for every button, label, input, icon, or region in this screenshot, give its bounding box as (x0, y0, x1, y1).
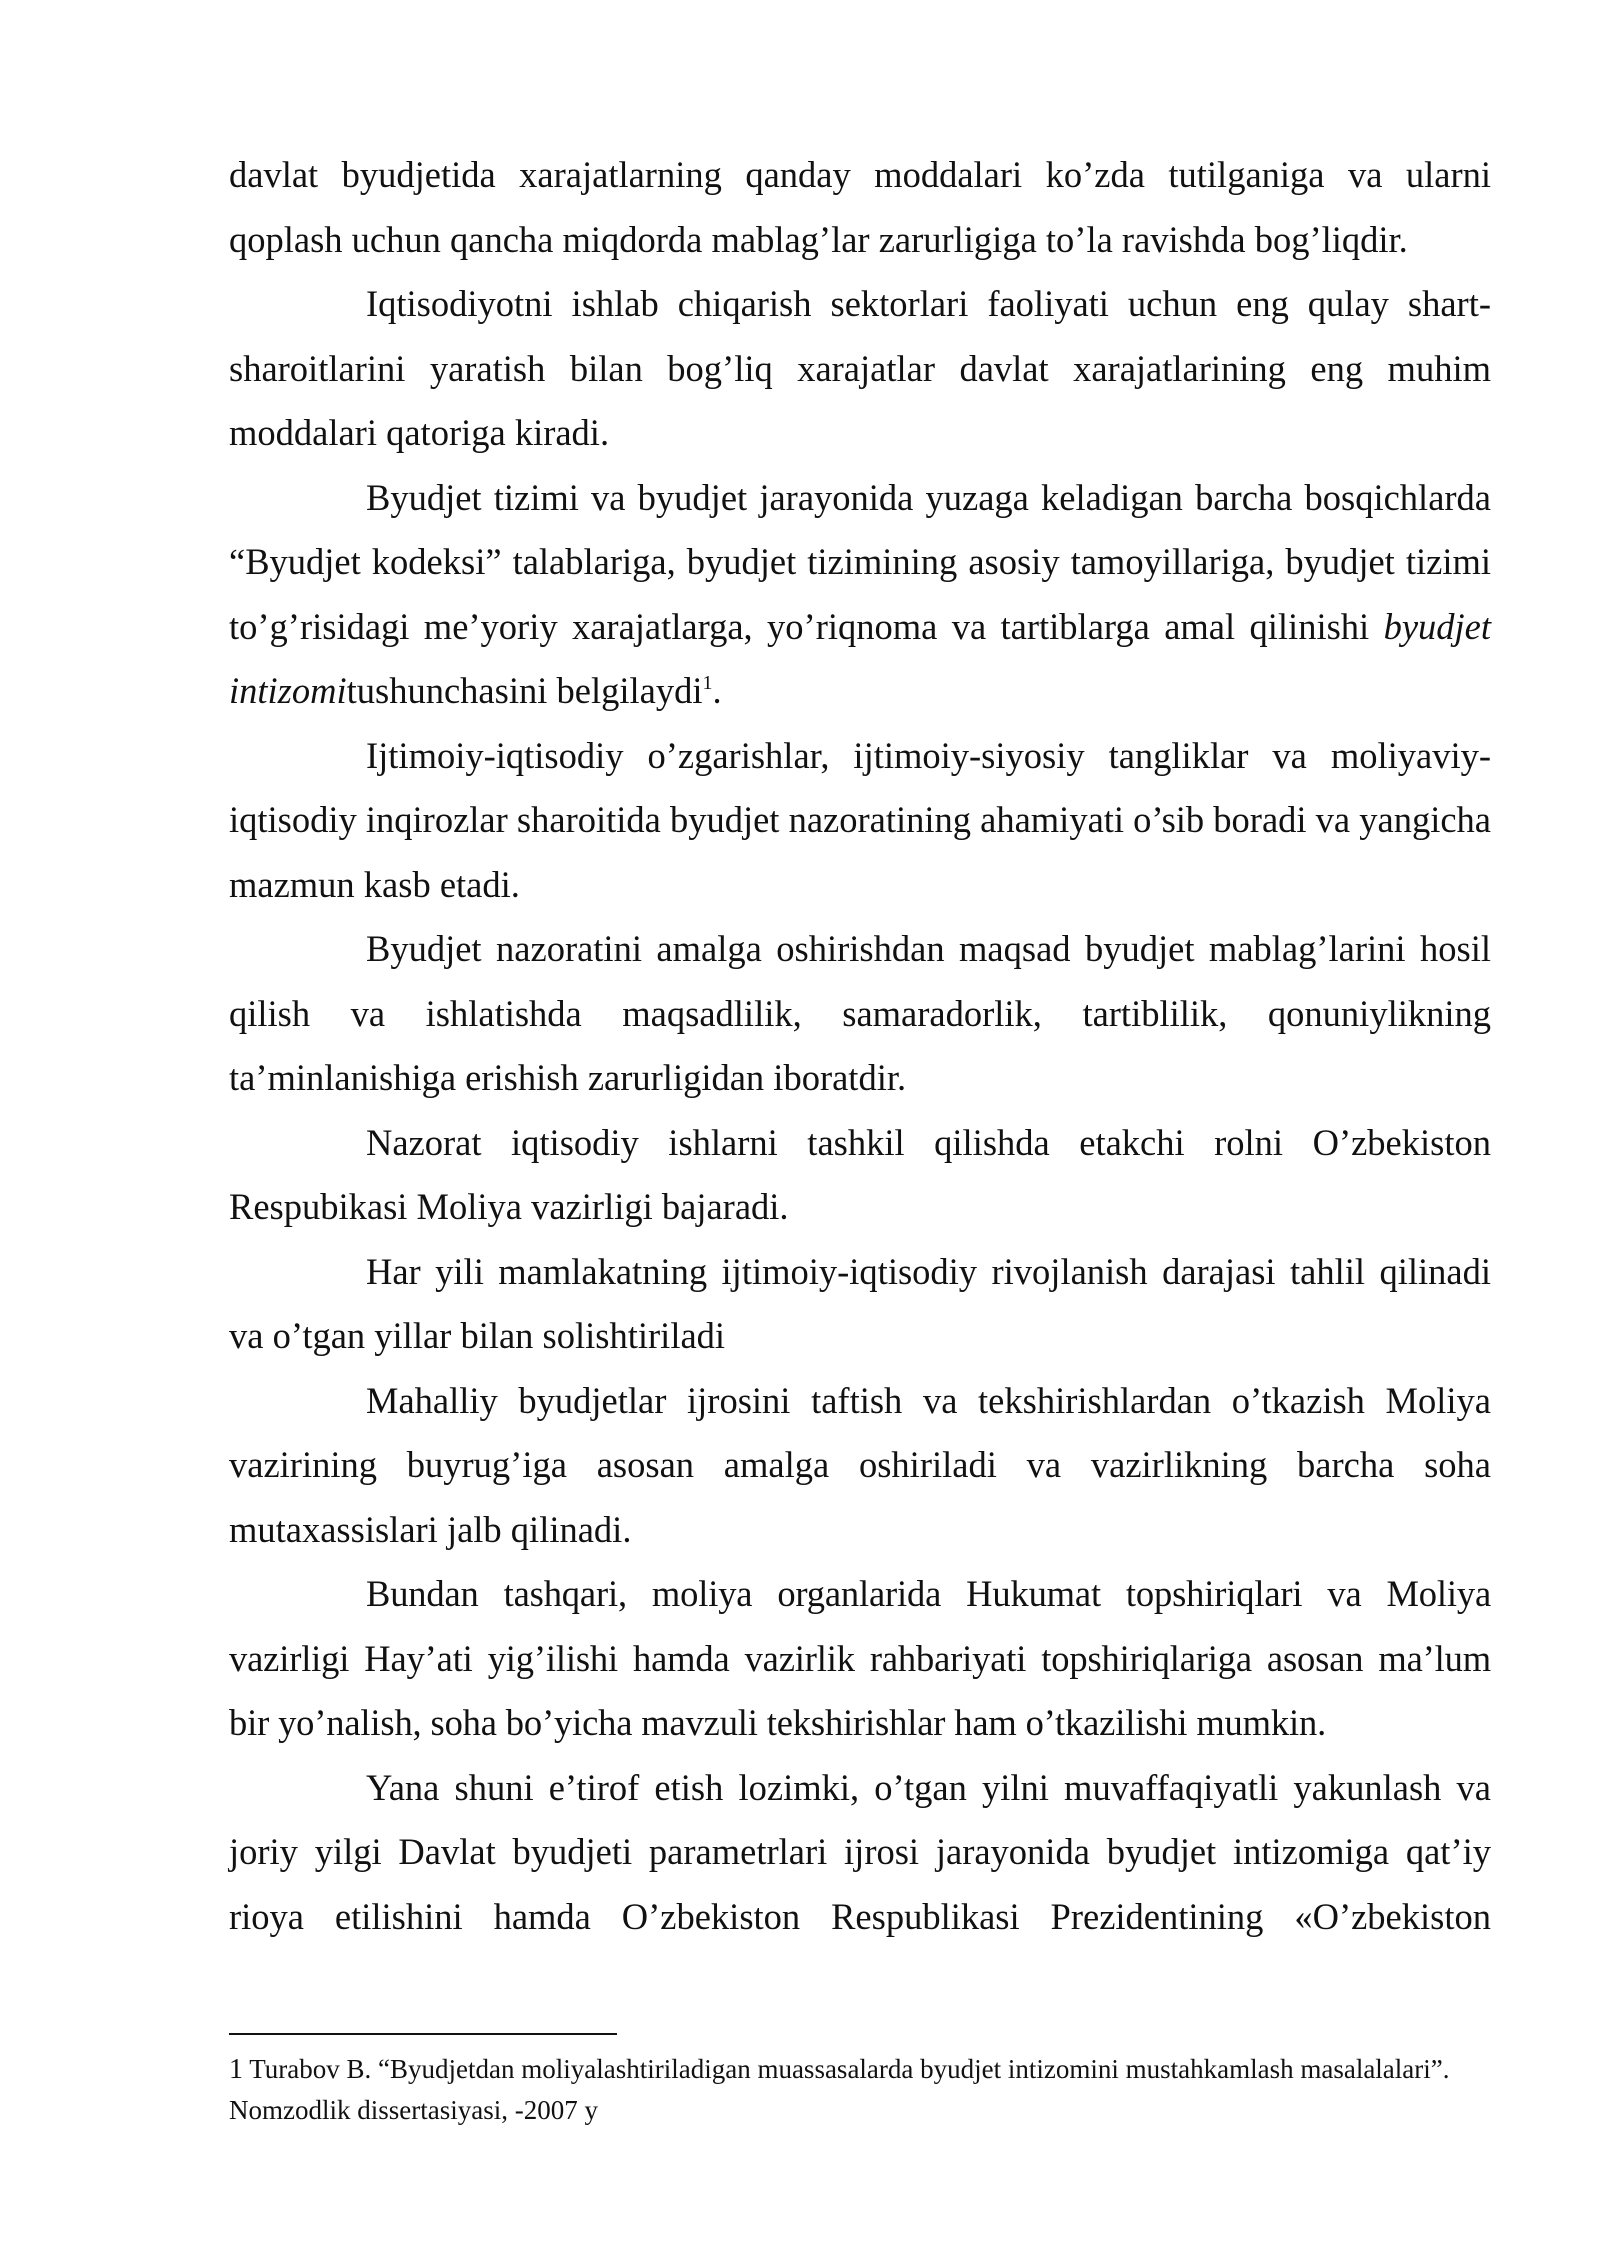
paragraph-9-text: Bundan tashqari, moliya organlarida Hukumat topshiriqlari va Moliya vazirligi Hay’ati yig’ilishi hamda vazirlik rahbariyati topshiriqlariga asosan ma’lum bir yo’nalish, soha bo’yicha mavzuli tekshirishlar ham o’tkazilishi mumkin. (229, 1573, 1491, 1743)
footnotes (229, 2049, 1491, 2130)
footnote-reference[interactable]: 1 (702, 672, 713, 694)
paragraph-5-text: Byudjet nazoratini amalga oshirishdan maqsad byudjet mablag’larini hosil qilish va ishlatishda maqsadlilik, samaradorlik, tartiblilik, qonuniylikning ta’minlanishiga erishish zarurligidan iboratdir. (229, 928, 1491, 1098)
paragraph-2 (229, 272, 1491, 466)
body-text (229, 143, 1491, 1949)
paragraph-4 (229, 724, 1491, 918)
paragraph-1 (229, 143, 1491, 272)
paragraph-2-text: Iqtisodiyotni ishlab chiqarish sektorlari faoliyati uchun eng qulay shart-sharoitlarini yaratish bilan bog’liq xarajatlar davlat xarajatlarining eng muhim moddalari qatoriga kiradi. (229, 283, 1491, 453)
paragraph-3-text-end: . (712, 670, 722, 711)
paragraph-8-text: Mahalliy byudjetlar ijrosini taftish va tekshirishlardan o’tkazish Moliya vazirining buyrug’iga asosan amalga oshiriladi va vazirlikning barcha soha mutaxassislari jalb qilinadi. (229, 1379, 1491, 1550)
footnote-number: 1 (229, 2054, 243, 2085)
paragraph-10 (229, 1756, 1491, 1950)
paragraph-3-text-after: tushunchasini belgilaydi (346, 670, 703, 711)
paragraph-10-text: Yana shuni e’tirof etish lozimki, o’tgan yilni muvaffaqiyatli yakunlash va joriy yilgi Davlat byudjeti parametrlari ijrosi jarayonida byudjet intizomiga qat’iy rioya etilishini hamda O’zbekiston Respublikasi Prezidentining «O’zbekiston (229, 1766, 1491, 1937)
paragraph-4-text: Ijtimoiy-iqtisodiy o’zgarishlar, ijtimoiy-siyosiy tangliklar va moliyaviy-iqtisodiy inqirozlar sharoitida byudjet nazoratining ahamiyati o’sib boradi va yangicha mazmun kasb etadi. (229, 734, 1491, 905)
paragraph-7 (229, 1240, 1491, 1369)
footnote-1 (229, 2049, 1491, 2130)
paragraph-6 (229, 1111, 1491, 1240)
paragraph-1-text: davlat byudjetida xarajatlarning qanday moddalari ko’zda tutilganiga va ularni qoplash uchun qancha miqdorda mablag’lar zarurligiga to’la ravishda bog’liqdir. (229, 154, 1491, 260)
footnote-text: Turabov B. “Byudjetdan moliyalashtiriladigan muassasalarda byudjet intizomini mustahkamlash masalalalari”. Nomzodlik dissertasiyasi, -2007 y (229, 2054, 1450, 2125)
footnote-separator (229, 2033, 617, 2035)
paragraph-3-text: Byudjet tizimi va byudjet jarayonida yuzaga keladigan barcha bosqichlarda “Byudjet kodeksi” talablariga, byudjet tizimining asosiy tamoyillariga, byudjet tizimi to’g’risidagi me’yoriy xarajatlarga, yo’riqnoma va tartiblarga amal qilinishi (229, 476, 1491, 647)
paragraph-9 (229, 1562, 1491, 1756)
paragraph-7-text: Har yili mamlakatning ijtimoiy-iqtisodiy rivojlanish darajasi tahlil qilinadi va o’tgan yillar bilan solishtiriladi (229, 1250, 1491, 1356)
paragraph-3 (229, 466, 1491, 724)
emphasized-term: byudjet intizomi (229, 605, 1491, 711)
paragraph-5 (229, 917, 1491, 1111)
paragraph-8 (229, 1369, 1491, 1563)
paragraph-6-text: Nazorat iqtisodiy ishlarni tashkil qilishda etakchi rolni O’zbekiston Respubikasi Moliya vazirligi bajaradi. (229, 1121, 1491, 1227)
